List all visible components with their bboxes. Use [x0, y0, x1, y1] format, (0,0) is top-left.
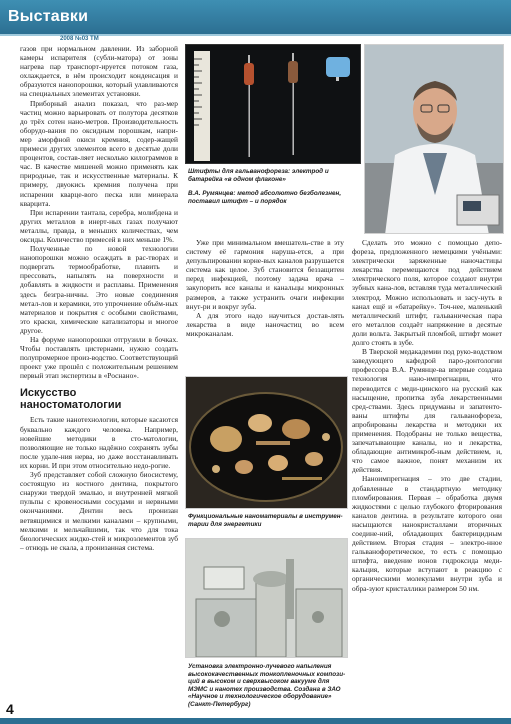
footer-bar: [0, 718, 511, 724]
nanomaterials-illustration: [186, 377, 348, 509]
paragraph: В Тверской медакадемии под руко-водством заведующего кафедрой паро-донтологии профессора В.А. Румянце-ва впервые создана технология нано-импрегнации, что переводится с меди-цинского на русский как насыщение, пропитка зуба лекарственными сред-ствами. Здесь придуманы и запатенто-ваны штифты для гальванофореза, апробированы лекарства и методики их применения. Подобраны не только вещества, запечатывающие каналы, но и лекарства, обладающие антимикроб-ным действием, и, что самое важное, понят механизм их действия.: [352, 347, 502, 475]
text-column-left: [20, 44, 178, 552]
installation-illustration: [186, 539, 348, 658]
caption-nanomaterials: Функциональные наноматериалы в инструмен-тарии для энергетики: [188, 513, 343, 528]
installation-photo: [185, 538, 348, 658]
paragraph: При испарении тантала, серебра, молибдена и других металлов в инерт-ных газах получают металлы, правда, в меньших количествах, чем оксиды. Количество примесей в них меньше 1%.: [20, 207, 178, 244]
caption-pins: Штифты для гальванофореза: электрод и батарейка «в одном флаконе»: [188, 168, 329, 183]
caption-installation: Установка электронно-лучевого напыления высококачественных тонкопленочных компози-ций в высоком и сверхвысоком вакууме для МЭМС и нанотех производства. Создана в ЗАО «Научное и технологическое оборудование» (Санкт-Петербург): [188, 663, 346, 708]
nanomaterials-photo: [185, 376, 348, 509]
text-column-right: [352, 238, 502, 593]
paragraph: Зуб представляет собой сложную биосистему, состоящую из костного дентина, покрытого снаружи твердой эмалью, и внутренней мягкой пульпы с кровеносными сосудами и нервными окончаниями. Дентин весь пронизан ветвящимися и мелкими каналами – крупными, мелкими и мельчайшими, так что для тока биологических жидко-стей и микроэлементов зуб – отнюдь не скала, а пронизанная система.: [20, 470, 178, 552]
paragraph: Приборный анализ показал, что раз-мер частиц можно варьировать от полутора десятков до трёх сотен нано-метров. Производительность оборудо-вания по оксидным порошкам, напри-мер аморфной окиси кремния, содер-жащей примеси других элементов всего в десятые доли процентов, состав-ляет несколько килограммов в час. В качестве мишеней можно применять как природные, так и искусственные материалы. К примеру, двуокись кремния получена при испарении кварце-вого песка или минерала кварцита.: [20, 98, 178, 208]
paragraph: Сделать это можно с помощью депо-фореза, предложенного немецкими учёными: электрически заряженные наночастицы лекарства перемещаются под действием электрического поля, которое создают внутри зубных кана-лов, вставляя туда металлический электрод. Можно использовать и засу-нуть в канал ещё и «батарейку». Точ-нее, маленький металлический штифт, гальваническая пара его металлов создаёт напряжение в десятые доли вольта. Закрытый пломбой, штифт может долго стоять в зубе.: [352, 238, 502, 348]
section-title: Выставки: [8, 8, 89, 25]
issue-label: 2008 №03 ТМ: [60, 36, 99, 42]
text-column-middle: [186, 238, 344, 338]
pins-photo: [185, 44, 361, 164]
paragraph: Есть такие нанотехнологии, которые касаются буквально каждого человека. Например, новейшие методики в сто-матологии, позволяющие не только надёжно сохранять зубы после удале-ния нерва, но даже восстанавливать их корни. И при этом относительно недо-рогие.: [20, 415, 178, 470]
paragraph: Наноимпрегнация – это две стадии, добавленные в стандартную методику пломбирования. Первая – обработка двумя жидкостями с целью глубокого фторирования каналов дентина. в результате которого они насыщаются нанокристаллами вторичных соедине-ний, обладающих бактерицидным действием. Вторая стадия – электро-нное гальванофоретическое, то есть с помощью штифта, введение ионов гидроксида меди-кальция, которые вступают в реакцию с органическими молекулами внутри зуба и обра-зуют кристаллики размером 50 нм.: [352, 474, 502, 593]
paragraph: Уже при минимальном вмешатель-стве в эту систему её гармония наруша-ется, а при депульпировании корне-вых каналов разрушается система как целое. Зуб становится беззащитен перед инфекцией, поэтому задача врача – закупорить все каналы и канальцы микронных размеров, а также устранить очаги инфекции внут-ри и вокруг зуба.: [186, 238, 344, 311]
page-number: 4: [6, 701, 14, 717]
paragraph: газов при нормальном давлении. Из заборной камеры испарителя (субли-матора) от зоны нагрева пар транспорт-ируется потоком газа, охлаждается, в нём происходит конденсация и образуются нанопорошки, который улавливаются на специальных элементах установки.: [20, 44, 178, 99]
section-heading: Искусство наностоматологии: [20, 387, 122, 412]
caption-rumyantsev: В.А. Румянцев: метод абсолютно безболезнен, поставил штифт – и порядок: [188, 190, 342, 205]
paragraph: На форуме нанопорошки отгрузили в бочках. Чтобы поставлять цистернами, нужно создать полупромерное произ-водство. Соответствующий проект уже прошёл с положительным решением первый этап экспертизы в «Роснано».: [20, 335, 178, 381]
portrait-illustration: [365, 45, 504, 234]
rumyantsev-portrait: [364, 44, 504, 234]
pins-illustration: [186, 45, 361, 164]
paragraph: А для этого надо научиться достав-лять лекарства в виде наночастиц во всем микроканалам.: [186, 310, 344, 338]
section-header-bar: [0, 0, 511, 34]
paragraph: Полученные по новой технологии нанопорошки можно осаждать в рас-творах и подвергать термообработке, плавить и прессовать, напылять на поверхности и добавлять в жидкости и расплавы. Применения здесь безгра-ничны. Это новые соединения метал-лов и керамики, это упрочнение объём-ных материалов и покрытия с особыми свойствами, это краски, химические катализаторы и многое другое.: [20, 244, 178, 335]
